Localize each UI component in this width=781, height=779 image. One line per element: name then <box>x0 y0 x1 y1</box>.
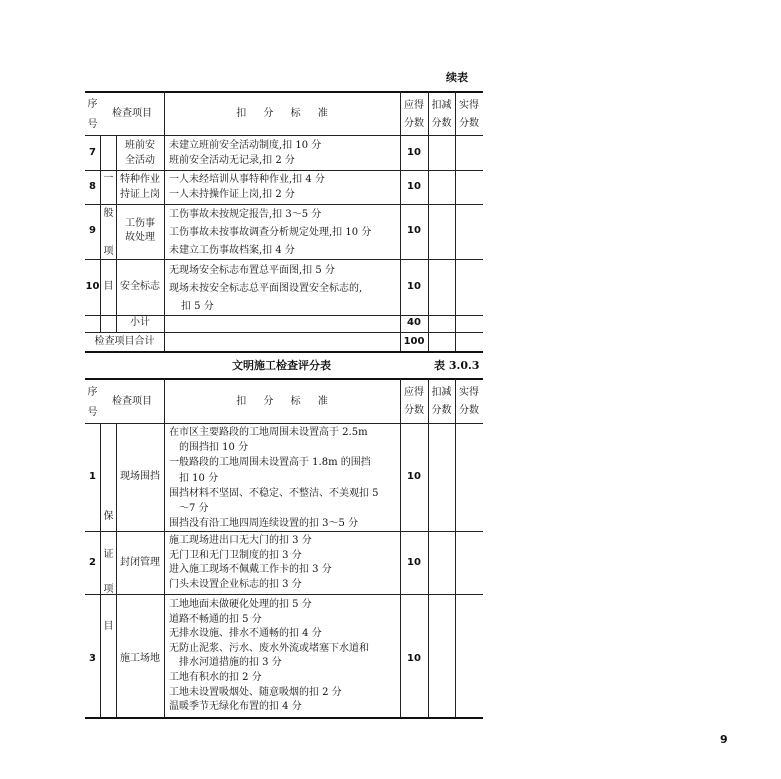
group-label-guarantee: 目 <box>103 621 114 632</box>
group-label-guarantee: 证 <box>103 549 114 560</box>
total-label: 检查项目合计 <box>94 336 155 347</box>
group-label-general: 项 <box>103 246 114 257</box>
page-number: 9 <box>720 733 728 746</box>
header-deduct: 扣减 分数 <box>431 387 452 416</box>
header-should: 应得 分数 <box>404 387 424 416</box>
group-label-guarantee: 保 <box>103 511 114 522</box>
group-label-general: 般 <box>103 208 114 219</box>
subtotal-label: 小计 <box>130 317 150 328</box>
header-standard: 扣 分 标 准 <box>236 108 328 119</box>
header-item: 检查项目 <box>112 396 152 407</box>
subtotal-score: 40 <box>407 317 421 328</box>
table-title: 文明施工检查评分表 <box>232 359 331 372</box>
header-seq: 序 号 <box>87 99 98 130</box>
group-label-general: 一 <box>103 173 114 184</box>
header-actual: 实得 分数 <box>459 100 479 129</box>
group-label-guarantee: 项 <box>103 584 114 595</box>
table-number: 表 3.0.3 <box>434 359 480 372</box>
header-actual: 实得 分数 <box>459 387 479 416</box>
continued-label: 续表 <box>446 71 468 84</box>
header-standard: 扣 分 标 准 <box>236 396 328 407</box>
header-deduct: 扣减 分数 <box>431 100 452 129</box>
header-item: 检查项目 <box>112 108 152 119</box>
header-should: 应得 分数 <box>404 100 424 129</box>
total-score: 100 <box>403 336 425 347</box>
group-label-general: 目 <box>103 281 114 292</box>
header-seq: 序 号 <box>87 387 98 418</box>
